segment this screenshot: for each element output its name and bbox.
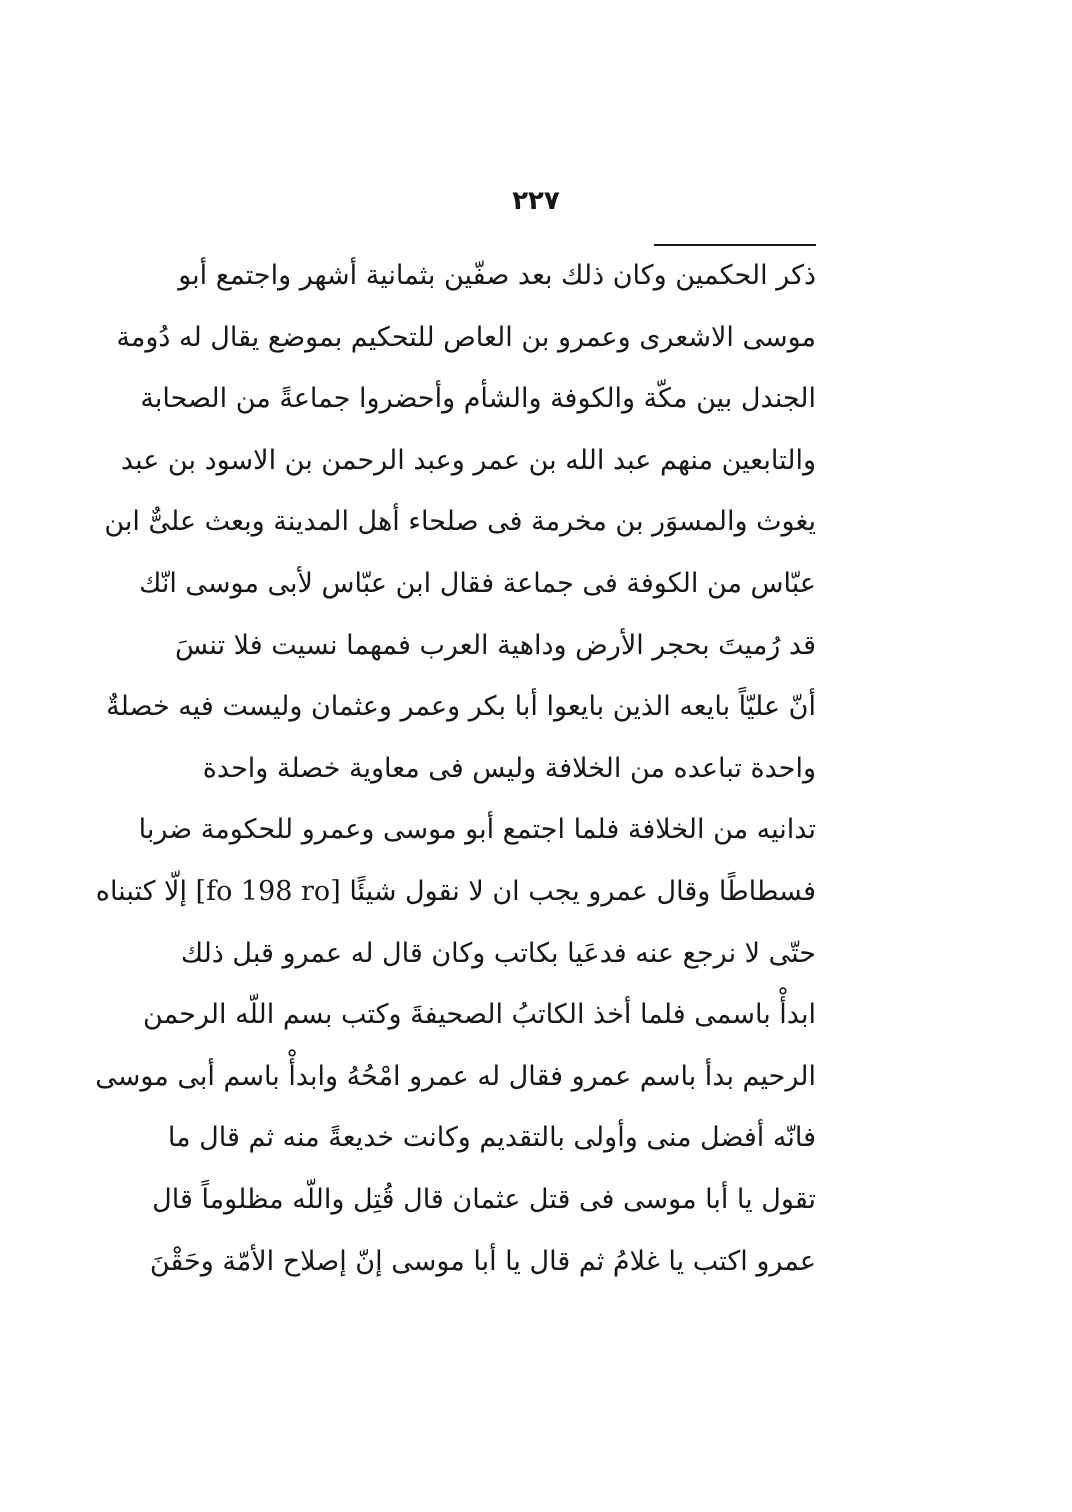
text-line: موسى الاشعرى وعمرو بن العاص للتحكيم بموضع يقال له دُومة xyxy=(116,321,816,353)
text-line: الجندل بين مكّة والكوفة والشأم وأحضروا جماعةً من الصحابة xyxy=(140,383,816,415)
text-line: تدانيه من الخلافة فلما اجتمع أبو موسى وعمرو للحكومة ضربا xyxy=(138,814,816,846)
text-line: أنّ عليّاً بايعه الذين بايعوا أبا بكر وعمر وعثمان وليست فيه خصلةٌ xyxy=(106,691,816,723)
text-line: عبّاس من الكوفة فى جماعة فقال ابن عبّاس لأبى موسى انّك xyxy=(139,567,816,599)
text-line: ابدأْ باسمى فلما أخذ الكاتبُ الصحيفةَ وكتب بسم اللّه الرحمن xyxy=(143,999,816,1031)
body-text xyxy=(95,245,816,1292)
text-line: فانّه أفضل منى وأولى بالتقديم وكانت خديعةً منه ثم قال ما xyxy=(167,1122,816,1154)
text-line: واحدة تباعده من الخلافة وليس فى معاوية خصلة واحدة xyxy=(202,752,816,784)
text-line: ذكر الحكمين وكان ذلك بعد صفّين بثمانية أشهر واجتمع أبو xyxy=(178,260,816,291)
text-line: عمرو اكتب يا غلامُ ثم قال يا أبا موسى إنّ إصلاح الأمّة وحَقْنَ xyxy=(149,1245,816,1277)
text-line: الرحيم بدأ باسم عمرو فقال له عمرو امْحُهُ وابدأْ باسم أبى موسى xyxy=(95,1060,816,1092)
text-line: قد رُميتَ بحجر الأرض وداهية العرب فمهما نسيت فلا تنسَ xyxy=(175,629,816,661)
page-number: ٢٢٧ xyxy=(512,186,560,216)
text-line: حتّى لا نرجع عنه فدعَيا بكاتب وكان قال له عمرو قبل ذلك xyxy=(180,937,816,969)
text-line: تقول يا أبا موسى فى قتل عثمان قال قُتِل واللّه مظلوماً قال xyxy=(152,1183,816,1215)
text-line: والتابعين منهم عبد الله بن عمر وعبد الرحمن بن الاسود بن عبد xyxy=(120,444,816,476)
text-line: يغوث والمسوَر بن مخرمة فى صلحاء أهل المدينة وبعث علىٌّ ابن xyxy=(104,506,816,538)
text-line: فسطاطًا وقال عمرو يجب ان لا نقول شيئًا [fo 198 ro] إلّا كتبناه xyxy=(95,875,816,907)
